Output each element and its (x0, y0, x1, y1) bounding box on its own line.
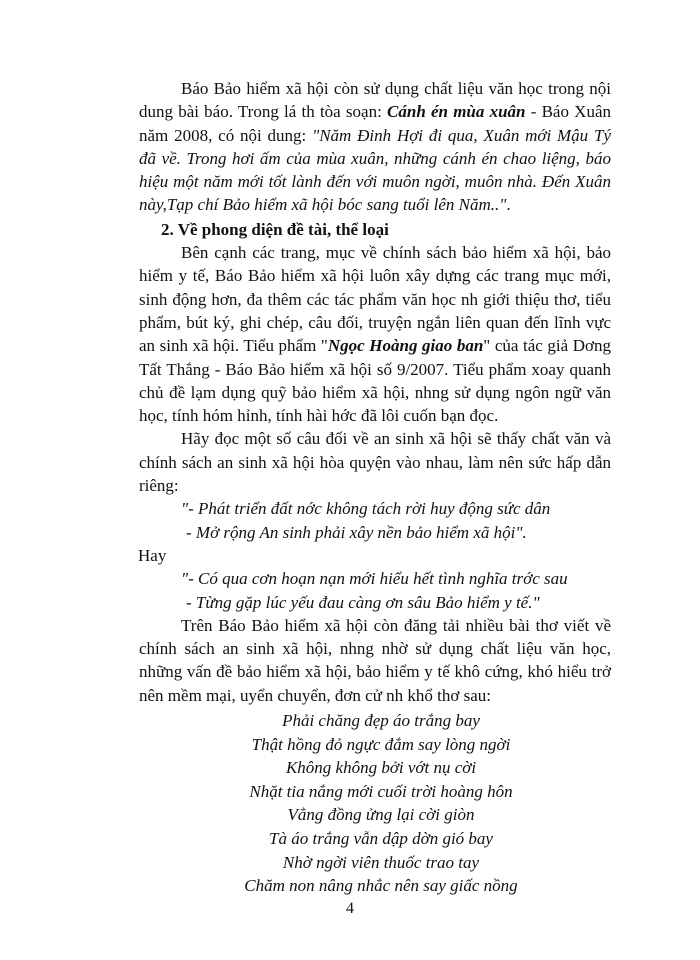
poem-line: Chăm non nâng nhắc nên say giấc nồng (244, 876, 518, 896)
couplets-paragraph: Hãy đọc một số câu đối về an sinh xã hội sẽ thấy chất văn và chính sách an sinh xã hội hòa quyện vào nhau, làm nên sức hấp dẫn riêng: (139, 429, 611, 496)
couplet-2-line-2: - Từng gặp lúc yếu đau càng ơn sâu Bảo hiểm y tế." (186, 592, 540, 612)
topics-text-after-title: " của tác giả Dơng Tất Thắng - Báo Bảo hiểm xã hội số 9/2007. Tiểu phẩm xoay quanh chủ đề lạm dụng quỹ bảo hiểm xã hội, nhng sử dụng ngôn ngữ văn học, tính hóm hỉnh, tính hài hớc đã lôi cuốn bạn đọc. (139, 336, 612, 426)
poem-line: Phải chăng đẹp áo trắng bay (282, 711, 480, 731)
poem-line: Nhặt tia nắng mới cuối trời hoàng hôn (249, 781, 513, 801)
document-body (139, 77, 611, 898)
intro-text-before-title: Báo Bảo hiểm xã hội còn sử dụng chất liệu văn học trong nội dung bài báo. Trong lá th tòa soạn: (139, 79, 611, 122)
intro-paragraph (139, 77, 611, 217)
intro-end: . (506, 195, 511, 215)
topics-text-before-title: Bên cạnh các trang, mục về chính sách bảo hiểm xã hội, bảo hiểm y tế, Báo Bảo hiểm xã hội luôn xây dựng các trang mục mới, sinh động hơn, đa thêm các tác phẩm văn học nh giới thiệu thơ, tiểu phẩm, bút ký, ghi chép, câu đối, truyện ngắn liên quan đến lĩnh vực an sinh xã hội. Tiểu phẩm " (139, 243, 611, 356)
intro-quote: "Năm Đinh Hợi đi qua, Xuân mới Mậu Tý đã về. Trong hơi ấm của mùa xuân, những cánh én chao liệng, báo hiệu một năm mới tốt lành đến với muôn ngời, muôn nhà. Đến Xuân này,Tạp chí Bảo hiểm xã hội bóc sang tuổi lên Năm.." (139, 125, 611, 215)
poem-line: Tà áo trắng vẫn dập dờn gió bay (269, 828, 493, 848)
poem-line: Thật hồng đỏ ngực đắm say lòng ngời (251, 734, 511, 754)
poem-line: Không không bởi vớt nụ cời (285, 758, 477, 778)
topics-title: Ngọc Hoàng giao ban (327, 336, 484, 356)
poem-stanza (139, 709, 611, 898)
intro-title: Cánh én mùa xuân (387, 102, 526, 122)
page-number: 4 (346, 900, 354, 917)
intro-text-after-title: - Báo Xuân năm 2008, có nội dung: (139, 102, 611, 145)
poem-line: Nhờ ngời viên thuốc trao tay (282, 852, 480, 872)
couplet-2-line-1: "- Có qua cơn hoạn nạn mới hiểu hết tình nghĩa trớc sau (181, 569, 568, 589)
section-heading: 2. Về phong diện đề tài, thể loại (161, 219, 389, 239)
topics-paragraph (139, 241, 611, 427)
couplet-1-line-2: - Mở rộng An sinh phải xây nền bảo hiểm xã hội". (186, 522, 527, 542)
poetry-paragraph: Trên Báo Bảo hiểm xã hội còn đăng tải nhiều bài thơ viết về chính sách an sinh xã hội, nhng nhờ sử dụng chất liệu văn học, những vấn đề bảo hiểm xã hội, bảo hiểm y tế khô cứng, khó hiểu trở nên mềm mại, uyển chuyển, đơn cử nh khổ thơ sau: (139, 615, 611, 705)
poem-line: Vẳng đồng ửng lại cời giòn (287, 805, 475, 825)
hay-word: Hay (138, 545, 167, 565)
couplet-1-line-1: "- Phát triển đất nớc không tách rời huy động sức dân (181, 499, 551, 519)
